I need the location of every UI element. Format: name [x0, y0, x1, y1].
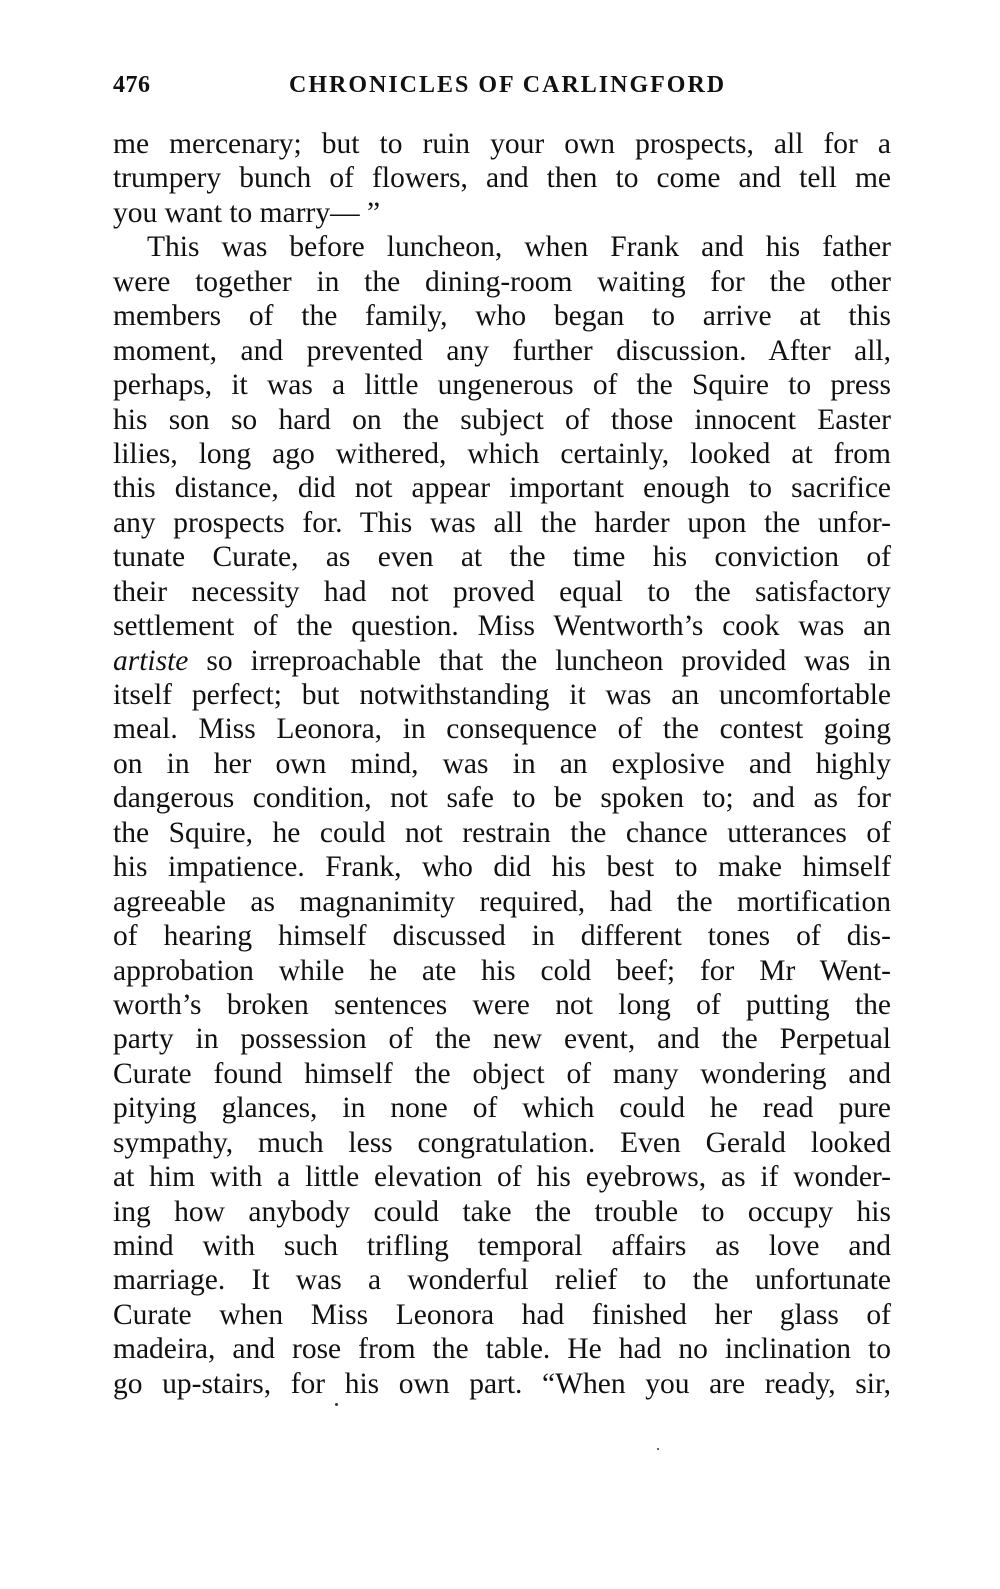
- text-line: this distance, did not appear important enough to sacrifice: [113, 472, 891, 505]
- text-line: approbation while he ate his cold beef; for Mr Went-: [113, 954, 891, 987]
- text-line: his son so hard on the subject of those innocent Easter: [113, 403, 891, 436]
- text-line: any prospects for. This was all the harder upon the unfor-: [113, 506, 891, 539]
- text-line: of hearing himself discussed in different tones of dis-: [113, 920, 891, 953]
- text-line: ing how anybody could take the trouble to occupy his: [113, 1195, 891, 1228]
- text-line: tunate Curate, as even at the time his conviction of: [113, 541, 891, 574]
- text-line: meal. Miss Leonora, in consequence of the contest going: [113, 713, 891, 746]
- text-line: me mercenary; but to ruin your own prospects, all for a: [113, 128, 891, 160]
- text-line: sympathy, much less congratulation. Even Gerald looked: [113, 1126, 891, 1159]
- text-line: artiste so irreproachable that the luncheon provided was in: [113, 644, 891, 677]
- text-line: trumpery bunch of flowers, and then to come and tell me: [113, 162, 891, 195]
- text-line: on in her own mind, was in an explosive and highly: [113, 747, 891, 780]
- text-line: you want to marry— ”: [113, 196, 381, 229]
- text-line: dangerous condition, not safe to be spoken to; and as for: [113, 782, 891, 815]
- text-line: settlement of the question. Miss Wentworth’s cook was an: [113, 610, 891, 643]
- text-line: at him with a little elevation of his eyebrows, as if wonder-: [113, 1161, 891, 1194]
- scan-speck: [657, 1448, 659, 1450]
- text-line: go up-stairs, for his own part. “When you are ready, sir,: [113, 1367, 891, 1400]
- text-line: Curate when Miss Leonora had finished her glass of: [113, 1298, 891, 1331]
- text-line: pitying glances, in none of which could he read pure: [113, 1092, 891, 1125]
- text-line: marriage. It was a wonderful relief to the unfortunate: [113, 1264, 891, 1297]
- scan-speck: [335, 1403, 338, 1406]
- text-line: Curate found himself the object of many wondering and: [113, 1057, 891, 1090]
- text-line: members of the family, who began to arrive at this: [113, 300, 891, 333]
- text-line: party in possession of the new event, and the Perpetual: [113, 1023, 891, 1056]
- italic-word: artiste: [113, 644, 189, 677]
- body-text: [113, 127, 891, 1401]
- text-line: agreeable as magnanimity required, had the mortification: [113, 885, 891, 918]
- page-number: 476: [113, 72, 151, 98]
- text-line: the Squire, he could not restrain the chance utterances of: [113, 816, 891, 849]
- text-line: This was before luncheon, when Frank and his father: [147, 231, 891, 264]
- text-line: lilies, long ago withered, which certainly, looked at from: [113, 437, 891, 470]
- text-line: worth’s broken sentences were not long of putting the: [113, 988, 891, 1021]
- text-line: perhaps, it was a little ungenerous of the Squire to press: [113, 369, 891, 402]
- running-title: CHRONICLES OF CARLINGFORD: [289, 72, 727, 98]
- text-line: his impatience. Frank, who did his best to make himself: [113, 851, 891, 884]
- text-line: mind with such trifling temporal affairs as love and: [113, 1230, 891, 1262]
- running-header: [113, 72, 891, 104]
- text-line: itself perfect; but notwithstanding it was an uncomfortable: [113, 679, 891, 711]
- text-line: moment, and prevented any further discussion. After all,: [113, 334, 891, 367]
- text-line: were together in the dining-room waiting for the other: [113, 265, 891, 298]
- text-line: madeira, and rose from the table. He had no inclination to: [113, 1333, 891, 1366]
- text-line: their necessity had not proved equal to the satisfactory: [113, 575, 891, 608]
